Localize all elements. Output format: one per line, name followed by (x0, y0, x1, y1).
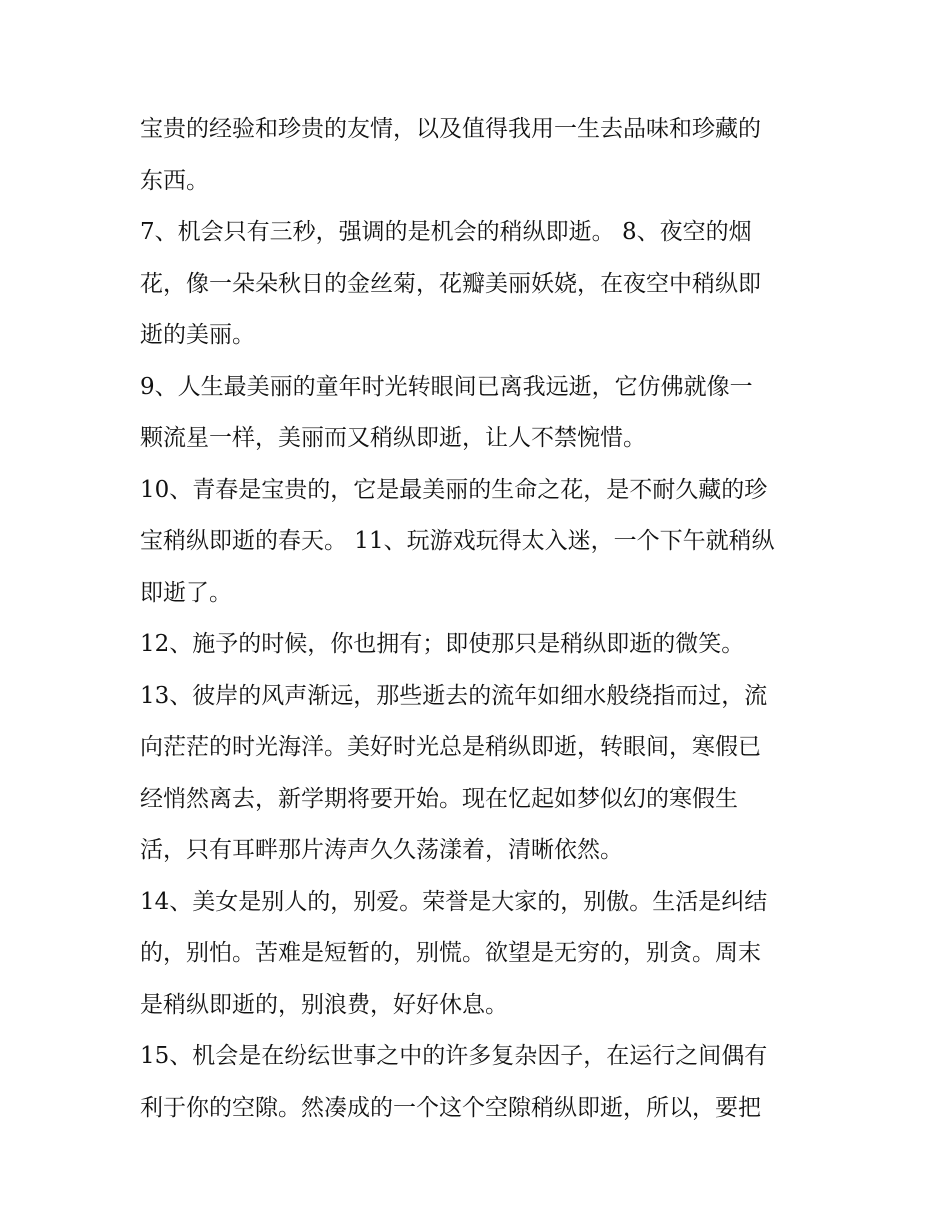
text-line: 活，只有耳畔那片涛声久久荡漾着，清晰依然。 (140, 837, 623, 863)
text-line: 的，别怕。苦难是短暂的，别慌。欲望是无穷的，别贪。周末 (140, 940, 761, 966)
text-line: 即逝了。 (140, 579, 232, 606)
text-line: 颗流星一样，美丽而又稍纵即逝，让人不禁惋惜。 (140, 425, 646, 451)
text-line: 宝贵的经验和珍贵的友情，以及值得我用一生去品味和珍藏的 (140, 116, 761, 142)
text-line: 15、机会是在纷纭世事之中的许多复杂因子，在运行之间偶有 (140, 1043, 768, 1069)
text-line: 10、青春是宝贵的，它是最美丽的生命之花，是不耐久藏的珍 (140, 476, 768, 503)
text-line: 利于你的空隙。然凑成的一个这个空隙稍纵即逝，所以，要把 (140, 1094, 761, 1121)
text-line: 7、机会只有三秒，强调的是机会的稍纵即逝。 8、夜空的烟 (140, 219, 752, 245)
text-line: 14、美女是别人的，别爱。荣誉是大家的，别傲。生活是纠结 (140, 888, 768, 915)
text-line: 9、人生最美丽的童年时光转眼间已离我远逝，它仿佛就像一 (140, 373, 753, 400)
text-line: 经悄然离去，新学期将要开始。现在忆起如梦似幻的寒假生 (140, 785, 738, 812)
document-body-text (140, 104, 820, 1134)
text-line: 逝的美丽。 (140, 322, 255, 348)
text-line: 花，像一朵朵秋日的金丝菊，花瓣美丽妖娆，在夜空中稍纵即 (140, 270, 761, 297)
text-line: 13、彼岸的风声渐远，那些逝去的流年如细水般绕指而过，流 (140, 682, 768, 709)
text-line: 东西。 (140, 167, 209, 194)
text-line: 向茫茫的时光海洋。美好时光总是稍纵即逝，转眼间，寒假已 (140, 734, 761, 760)
text-line: 宝稍纵即逝的春天。 11、玩游戏玩得太入迷，一个下午就稍纵 (140, 528, 775, 554)
text-line: 12、施予的时候，你也拥有；即使那只是稍纵即逝的微笑。 (140, 631, 745, 657)
text-line: 是稍纵即逝的，别浪费，好好休息。 (140, 991, 508, 1018)
